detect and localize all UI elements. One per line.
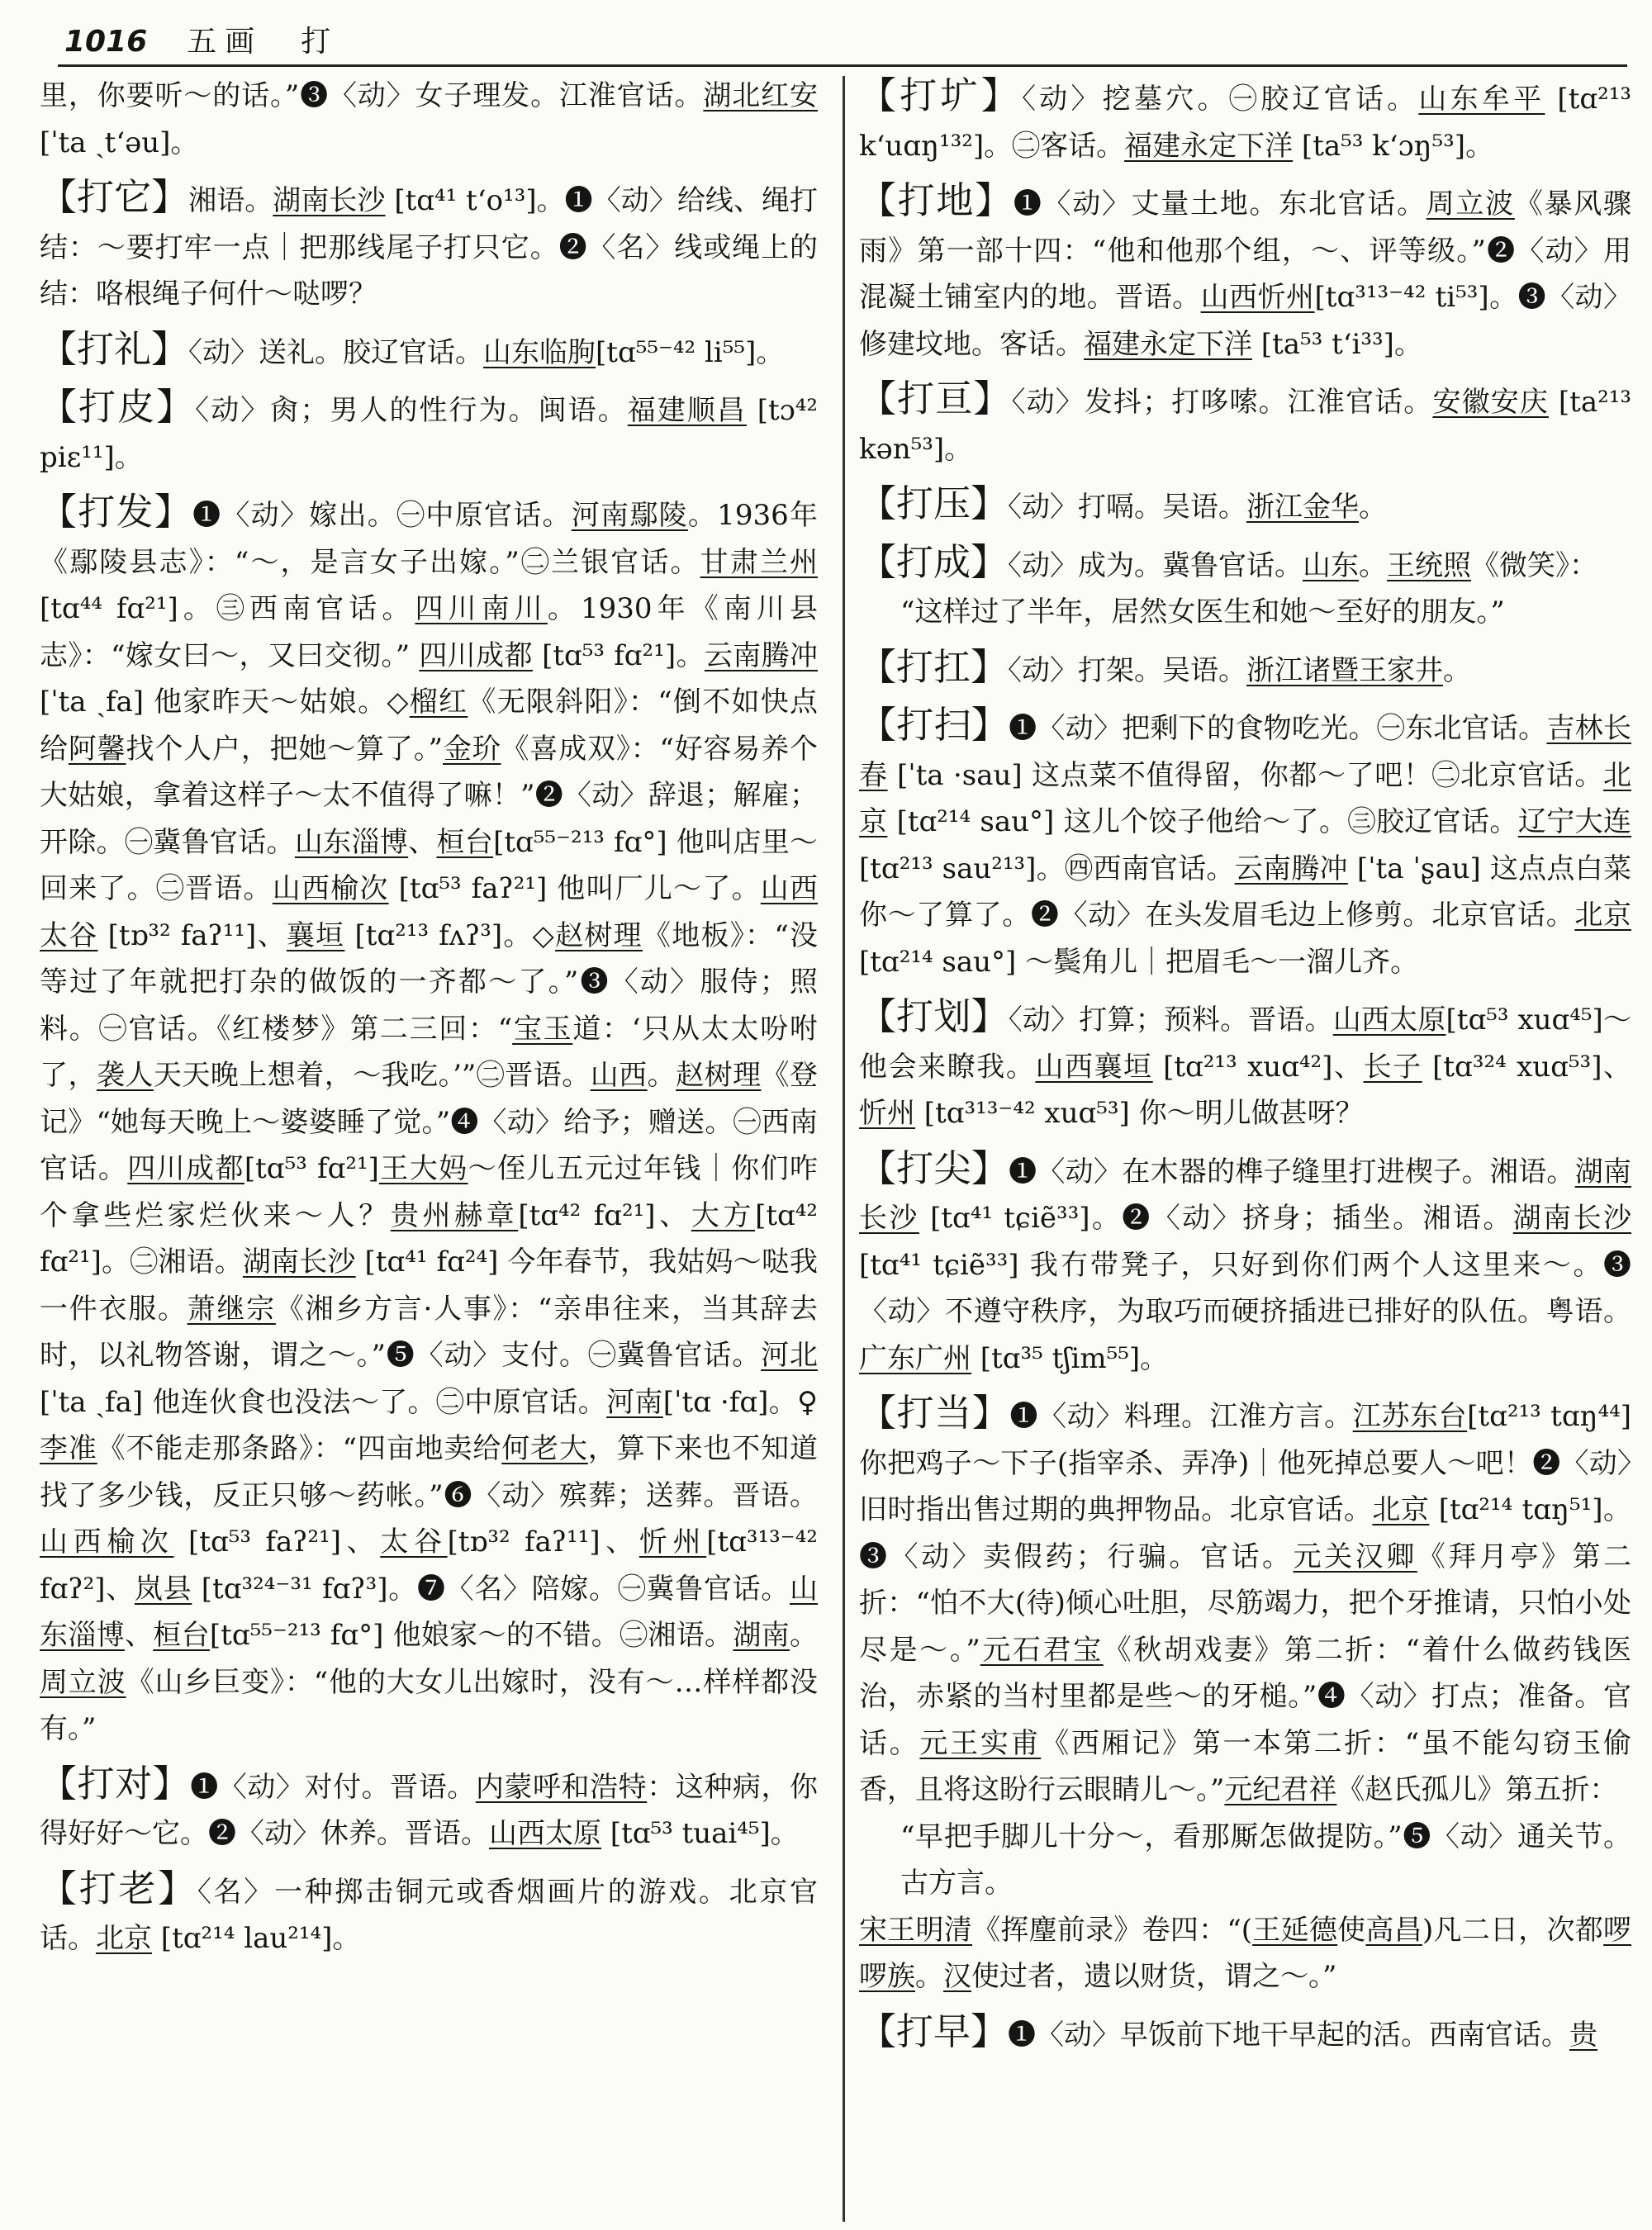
dict-entry-tadi [859,178,1631,368]
place-or-name: 赵树理 [555,918,643,952]
dict-entry-tatuo [40,174,818,318]
entry-text: [tɑ⁵³ fɑ²¹]。 [532,638,705,672]
header-rule [58,64,1627,67]
headword: 【打皮】 [40,385,196,429]
entry-text: [tɑ⁵⁵⁻²¹³ fɑ°] 他娘家～的不错。㊁湘语。 [209,1619,733,1652]
entry-text: ：这种病，你得好好～它。❷〈动〉休养。晋语。 [40,1770,818,1850]
entry-text: [tɑ²¹³ tɑŋ⁴⁴] 你把鸡子～下子(指宰杀、弄净)｜他死掉总要人～吧！❷〈动〉旧时指出售过期的典押物品。北京官话。 [859,1400,1632,1526]
entry-text: 《秋胡戏妻》第二折：“着什么做药钱医治，赤紧的当村里都是些～的牙槌。”❹〈动〉打点；准备。官话。 [859,1633,1632,1760]
place-or-name: 大方 [691,1198,756,1232]
entry-text: ，算下来也不知道找了多少钱，反正只够～药帐。”❻〈动〉殡葬；送葬。晋语。 [40,1432,818,1512]
place-or-name: 桓台 [153,1619,210,1652]
place-or-name: 辽宁大连 [1517,805,1632,838]
place-or-name: 贵 [1569,2018,1598,2052]
entry-text: 《喜成双》：“好容易养个大姑娘，拿着这样子～太不值得了嘛！”❷〈动〉辞退；解雇；开除。㊀冀鲁官话。 [40,732,819,859]
dict-entry-talao [40,1866,818,1962]
entry-text: [tɑ³¹³⁻⁴² ti⁵³]。❸〈动〉修建坟地。客话。 [859,281,1632,361]
place-or-name: 山西太谷 [40,872,819,952]
dict-entry-tagang [859,644,1631,695]
entry-text: 湘语。 [188,184,273,217]
entry-text: )凡二日，次都 [1422,1913,1604,1947]
place-or-name: 湖南 [733,1619,790,1652]
section-title: 五画 打 [187,25,339,59]
place-or-name: 湖南长沙 [242,1245,356,1279]
place-or-name: 山西太原 [489,1817,601,1850]
place-or-name: 山东淄博 [294,825,409,859]
entry-text: [tɑ⁵⁵⁻²¹³ fɑ°] 他叫店里～回来了。㊁晋语。 [40,825,819,905]
entry-text: 《无限斜阳》：“倒不如快点给 [40,686,819,766]
entry-text: [ˈta ˏtʻəu]。 [40,126,199,159]
place-or-name: 山西 [590,1059,648,1092]
entry-text: 〈动〉发抖；打哆嗦。江淮官话。 [1011,386,1433,419]
entry-text: 《挥麈前录》卷四：“( [972,1913,1253,1947]
entry-text: [tɑ⁴² fɑ²¹]。㊁湘语。 [40,1198,819,1279]
entry-text: [tɑ⁵³ fɑ²¹] [244,1152,379,1185]
place-or-name: 四川成都 [127,1152,244,1185]
place-or-name: 吉林长春 [859,712,1631,792]
entry-text: 《登记》“她每天晚上～婆婆睡了觉。”❹〈动〉给予；赠送。㊀西南官话。 [40,1059,819,1185]
headword: 【打当】 [859,1391,1010,1435]
dict-entry-tali [40,326,818,377]
entry-text: [tɑ⁵³ xuɑ⁴⁵]～他会来瞭我。 [859,1004,1631,1084]
dict-entry-takuang [859,73,1631,169]
place-or-name: 福建永定下洋 [1124,129,1294,163]
headword: 【打早】 [859,2009,1009,2053]
place-or-name: 高昌 [1365,1913,1422,1947]
entry-text: ❶〈动〉丈量土地。东北官话。 [1013,187,1427,221]
dict-entry-tahua [859,994,1631,1137]
entry-text: 〈动〉送礼。胶辽官话。 [188,335,484,369]
page-number: 1016 [64,25,148,59]
place-or-name: 河北 [761,1339,818,1372]
place-or-name: 广东广州 [859,1341,971,1375]
place-or-name: 四川成都 [419,638,533,672]
entry-text: 。1930年《南川县志》：“嫁女曰～，又曰交彻。” [40,592,818,672]
place-or-name: 萧继宗 [187,1292,276,1326]
headword: 【打划】 [859,994,1009,1038]
place-or-name: 忻州 [859,1097,915,1130]
place-or-name: 岚县 [134,1572,192,1606]
place-or-name: 河南鄢陵 [571,499,688,532]
place-or-name: 金玠 [443,732,501,766]
entry-text: 〈名〉一种掷击铜元或香烟画片的游戏。北京官话。 [40,1875,818,1955]
place-or-name: 榴红 [409,686,468,719]
entry-text: 使过者，遗以财货，谓之～。” [971,1960,1337,1993]
entry-text: 《不能走那条路》：“四亩地卖给 [97,1432,502,1465]
headword: 【打圹】 [859,74,1023,117]
entry-text: [tɑ³¹³⁻⁴² xuɑ⁵³] 你～明儿做甚呀？ [915,1097,1364,1130]
entry-text: 、 [124,1619,154,1652]
place-or-name: 山东淄博 [40,1572,819,1652]
entry-text: 、 [408,825,437,859]
place-or-name: 何老大 [501,1432,588,1465]
place-or-name: 元王实甫 [919,1726,1042,1760]
entry-text: [tɑ²¹⁴ sau°] ～鬓角儿｜把眉毛～一溜儿齐。 [859,945,1419,979]
dict-entry-tadui [40,1761,818,1858]
place-or-name: 周立波 [1426,187,1515,221]
entry-text: ❶〈动〉把剩下的食物吃光。㊀东北官话。 [1009,712,1547,745]
entry-text: 。 [647,1059,676,1092]
entry-text: [tɑ²¹⁴ tɑŋ⁵¹]。❸〈动〉卖假药；行骗。官话。 [859,1493,1632,1573]
headword: 【打它】 [40,175,189,219]
headword: 【打扛】 [859,644,1009,689]
dict-entry-tasao [859,702,1631,985]
place-or-name: 北京 [859,758,1632,838]
place-or-name: 赵树理 [676,1059,762,1092]
place-or-name: 河南 [606,1385,663,1419]
entry-text: 找个人户，把她～算了。” [126,732,444,766]
place-or-name: 袭人 [96,1059,154,1092]
entry-text: [tɑ⁴¹ tɕiẽ³³]。❷〈动〉挤身；插坐。湘语。 [919,1202,1513,1235]
entry-text: 里，你要听～的话。”❸〈动〉女子理发。江淮官话。 [40,79,704,112]
place-or-name: 贵州赫章 [390,1198,519,1232]
place-or-name: 汉 [943,1960,971,1993]
entry-text: 。1936年《鄢陵县志》：“～，是言女子出嫁。”㊁兰银官话。 [40,499,818,579]
place-or-name: 山西榆次 [40,1525,174,1559]
dict-entry-tajian [859,1146,1631,1383]
dict-entry-tapi [40,384,818,481]
entry-text: [tɑ⁴¹ fɑ²⁴] 今年春节，我姑妈～哒我一件衣服。 [40,1245,819,1326]
entry-text: [tɑ²¹³ xuɑ⁴²]、 [1152,1050,1364,1084]
place-or-name: 四川南川 [415,592,548,625]
headword: 【打尖】 [859,1146,1009,1190]
entry-text: ❶〈动〉料理。江淮方言。 [1009,1400,1353,1433]
entry-text: [ta⁵³ kʻɔŋ⁵³]。 [1293,129,1494,163]
place-or-name: 福建永定下洋 [1084,327,1252,361]
entry-text: 《地板》：“没等过了年就把打杂的做饭的一齐都～了。”❸〈动〉服侍；照料。㊀官话。《红楼梦》第二三回：“ [40,918,818,1046]
entry-text: [tɑ³¹³⁻⁴² fɑʔ²]、 [40,1525,819,1606]
entry-text: “早把手脚儿十分～，看那厮怎做提防。”❺〈动〉通关节。古方言。 [900,1820,1631,1900]
headword: 【打对】 [40,1761,191,1805]
place-or-name: 阿馨 [68,732,126,766]
place-or-name: 福建顺昌 [627,394,747,427]
left-column [40,73,818,1971]
entry-text: 〈动〉打算；预料。晋语。 [1008,1004,1333,1037]
page-header [64,18,339,68]
headword: 【打发】 [40,490,193,534]
headword: 【打礼】 [40,326,189,371]
headword: 【打成】 [859,539,1009,584]
place-or-name: 山东临朐 [483,335,596,369]
place-or-name: 王延德 [1252,1913,1338,1947]
entry-text: [tɔ⁴² piɛ¹¹]。 [40,394,818,474]
dict-entry-cont [40,73,818,166]
entry-text: ❶〈动〉嫁出。㊀中原官话。 [192,499,572,532]
entry-text: 〈动〉成为。冀鲁官话。 [1008,548,1303,582]
entry-text: [tɑ⁴² fɑ²¹]、 [518,1198,691,1232]
entry-text: [ˈtɑ ·fɑ]。♀ [662,1385,818,1419]
entry-text: [tɑ⁵³ faʔ²¹]、 [173,1525,381,1559]
entry-text: 〈动〉打嗝。吴语。 [1008,491,1247,524]
entry-text: 〈动〉肏；男人的性行为。闽语。 [195,394,628,427]
entry-text: [ˈta ˏfa] 他家昨天～姑娘。◇ [40,686,410,719]
entry-text: [ˈta ˈʂau] 这点点白菜你～了算了。❷〈动〉在头发眉毛边上修剪。北京官话。 [859,852,1631,932]
column-divider [843,76,845,2222]
place-or-name: 北京 [1372,1493,1430,1526]
entry-text: 使 [1337,1913,1366,1947]
place-or-name: 山东 [1303,548,1360,582]
place-or-name: 周立波 [40,1665,126,1699]
place-or-name: 湖南长沙 [273,184,386,217]
place-or-name: 山东牟平 [1418,83,1545,116]
place-or-name: 王统照 [1387,548,1472,582]
entry-text: ❶〈动〉在木器的榫子缝里打进楔子。湘语。 [1009,1155,1575,1189]
dict-entry-tagen [859,376,1631,472]
place-or-name: 江苏东台 [1352,1400,1468,1433]
entry-text: 。 [1359,548,1388,582]
entry-text: 《西厢记》第一本第二折：“虽不能勾窃玉偷香，且将这盼行云眼睛儿～。” [859,1726,1632,1806]
entry-text: [ˈta ˏfa] 他连伙食也没法～了。㊁中原官话。 [40,1385,607,1419]
entry-text: [ˈta ·sau] 这点菜不值得留，你都～了吧！㊁北京官话。 [887,758,1604,792]
place-or-name: 山西襄垣 [1035,1050,1153,1084]
entry-text: [ta⁵³ tʻi³³]。 [1252,327,1422,361]
place-or-name: 安徽安庆 [1432,386,1549,419]
dict-entry-tacheng [859,539,1631,636]
place-or-name: 李准 [40,1432,97,1465]
place-or-name: 王大妈 [378,1152,468,1185]
entry-text: [tɑ²¹³ kʻuɑŋ¹³²]。㊁客话。 [859,83,1632,163]
place-or-name: 湖北红安 [703,79,818,112]
dict-entry-taya [859,481,1631,531]
entry-text: ❶〈动〉早饭前下地干早起的活。西南官话。 [1008,2018,1570,2052]
dict-entry-tadang [859,1390,1631,2000]
place-or-name: 桓台 [436,825,494,859]
entry-text: 《拜月亭》第二折：“怕不大(待)倾心吐胆，尽筋竭力，把个牙推请，只怕小处尽是～。” [859,1540,1632,1667]
entry-text: 。 [915,1960,943,1993]
entry-text: [tɑ³²⁴⁻³¹ fɑʔ³]。❼〈名〉陪嫁。㊀冀鲁官话。 [192,1572,790,1606]
headword: 【打压】 [859,482,1009,525]
entry-text: 。 [790,1619,819,1652]
entry-text: [tɑ³²⁴ xuɑ⁵³]、 [1422,1050,1632,1084]
entry-text: [tɑ²¹³ fʌʔ³]。◇ [344,918,556,952]
place-or-name: 北京 [1574,899,1632,932]
place-or-name: 浙江诸暨王家井 [1246,653,1444,687]
entry-text: ❶〈动〉对付。晋语。 [190,1770,476,1804]
place-or-name: 元纪君祥 [1224,1773,1337,1806]
entry-text: [tɑ⁴¹ tʻo¹³]。❶〈动〉给线、绳打结：～要打牢一点｜把那线尾子打只它。❷〈名〉线或绳上的结：咯根绳子何什～哒啰？ [40,184,818,311]
entry-text: [ta²¹³ kən⁵³]。 [859,386,1631,466]
entry-text: [tɒ³² faʔ¹¹]、 [447,1525,639,1559]
headword: 【打地】 [859,178,1014,222]
place-or-name: 宝玉 [512,1012,573,1046]
place-or-name: 湖南长沙 [859,1155,1631,1235]
entry-text: 《暴风骤雨》第一部十四：“他和他那个组，～、评等级。”❷〈动〉用混凝土铺室内的地。晋语。 [859,187,1632,314]
right-column [859,73,1631,2066]
dict-entry-tazao [859,2009,1631,2059]
entry-text: [tɑ³⁵ tʃim⁵⁵]。 [971,1341,1169,1375]
entry-text: 《湘乡方言·人事》：“亲串往来，当其辞去时，以礼物答谢，谓之～。”❺〈动〉支付。㊀冀鲁官话。 [40,1292,818,1372]
place-or-name: 啰啰族 [859,1913,1632,1993]
place-or-name: 山西榆次 [272,872,389,905]
entry-text: 《微笑》： [1471,548,1598,582]
place-or-name: 甘肃兰州 [700,545,818,579]
place-or-name: 山西太原 [1332,1004,1446,1037]
place-or-name: 太谷 [380,1525,448,1559]
entry-text: [tɑ²¹⁴ lau²¹⁴]。 [152,1922,361,1955]
entry-text: [tɑ⁵⁵⁻⁴² li⁵⁵]。 [596,335,785,369]
entry-text: [tɑ⁵³ faʔ²¹] 他叫厂儿～了。 [388,872,761,905]
headword: 【打扫】 [859,703,1009,747]
entry-text: 〈动〉打架。吴语。 [1008,653,1247,687]
entry-text: 《山乡巨变》：“他的大女儿出嫁时，没有～…样样都没有。” [40,1665,818,1745]
entry-text: 。 [1359,491,1388,524]
entry-text: [tɒ³² faʔ¹¹]、 [97,918,287,952]
entry-text: [tɑ²¹³ sau²¹³]。㊃西南官话。 [859,852,1235,885]
place-or-name: 山西忻州 [1200,281,1315,314]
place-or-name: 湖南长沙 [1512,1202,1632,1235]
place-or-name: 浙江金华 [1246,491,1360,524]
entry-text: [tɑ⁴⁴ fɑ²¹]。㊂西南官话。 [40,592,415,625]
place-or-name: 元关汉卿 [1293,1540,1417,1573]
place-or-name: 内蒙呼和浩特 [475,1770,648,1804]
place-or-name: 襄垣 [286,918,345,952]
place-or-name: 云南腾冲 [1234,852,1348,885]
place-or-name: 宋王明清 [859,1913,973,1947]
entry-text: 〈动〉挖墓穴。㊀胶辽官话。 [1022,83,1419,116]
place-or-name: 北京 [96,1922,152,1955]
place-or-name: 元石君宝 [980,1633,1104,1667]
entry-text: [tɑ⁴¹ tɕiẽ³³] 我冇带凳子，只好到你们两个人这里来～。❸〈动〉不遵守秩序，为取巧而硬挤插进已排好的队伍。粤语。 [859,1248,1631,1328]
entry-text: 。 [1443,653,1472,687]
entry-text: 《赵氏孤儿》第五折： [1336,1773,1618,1806]
place-or-name: 忻州 [638,1525,707,1559]
entry-text: ～侄儿五元过年钱｜你们咋个拿些烂家烂伙来～人？ [40,1152,819,1232]
place-or-name: 长子 [1363,1050,1422,1084]
headword: 【打老】 [40,1866,197,1910]
headword: 【打亘】 [859,377,1012,420]
place-or-name: 云南腾冲 [704,638,819,672]
entry-text: “这样过了半年，居然女医生和她～至好的朋友。” [900,595,1505,629]
entry-text: 天天晚上想着，～我吃。’”㊁晋语。 [153,1059,591,1092]
entry-text: [tɑ²¹⁴ sau°] 这儿个饺子他给～了。㊂胶辽官话。 [887,805,1518,838]
entry-text: [tɑ⁵³ tuai⁴⁵]。 [601,1817,799,1850]
entry-text: 道：‘只从太太吩咐了， [40,1012,819,1092]
dict-entry-tafa [40,489,818,1753]
